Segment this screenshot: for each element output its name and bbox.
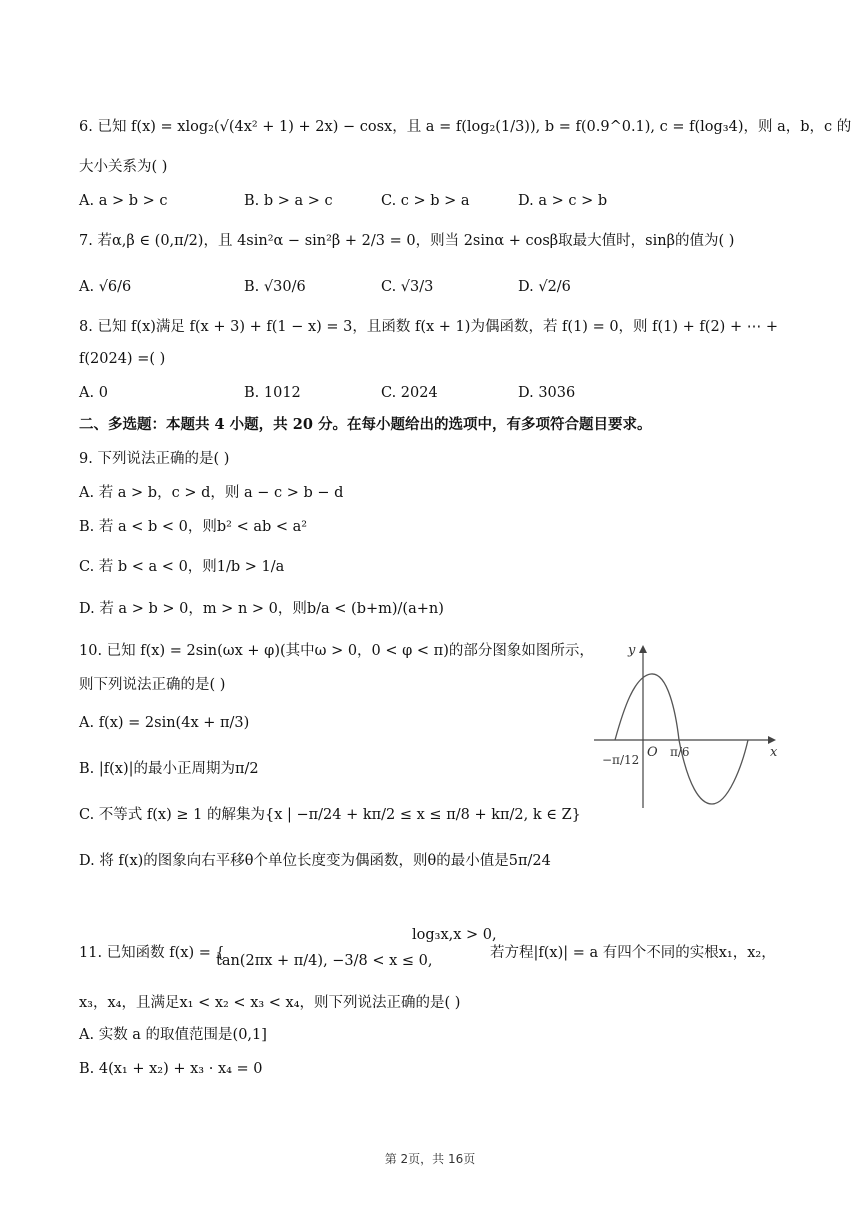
q8-option-a: A. 0 <box>79 385 108 401</box>
origin-label: O <box>647 745 658 760</box>
q8-option-b: B. 1012 <box>244 385 301 401</box>
q11-piece-tan: tan(2πx + π/4), −3/8 < x ≤ 0, <box>216 953 433 969</box>
q7-option-b: B. √30/6 <box>244 279 306 295</box>
q7-stem: 7. 若α,β ∈ (0,π/2)，且 4sin²α − sin²β + 2/3 = 0，则当 2sinα + cosβ取最大值时，sinβ的值为( ) <box>79 233 735 249</box>
q9-option-b: B. 若 a < b < 0，则b² < ab < a² <box>79 519 308 535</box>
q11-option-b: B. 4(x₁ + x₂) + x₃ · x₄ = 0 <box>79 1061 263 1077</box>
q9-option-a: A. 若 a > b，c > d，则 a − c > b − d <box>79 485 344 501</box>
q10-stem-line1: 10. 已知 f(x) = 2sin(ωx + φ)(其中ω > 0，0 < φ < π)的部分图象如图所示， <box>79 643 594 659</box>
q10-stem-line2: 则下列说法正确的是( ) <box>79 677 226 693</box>
q9-stem: 9. 下列说法正确的是( ) <box>79 451 230 467</box>
q9-option-d: D. 若 a > b > 0，m > n > 0，则b/a < (b+m)/(a+n) <box>79 601 444 617</box>
y-axis-arrow <box>639 645 647 653</box>
y-axis-label: y <box>628 643 636 658</box>
q9-option-c: C. 若 b < a < 0，则1/b > 1/a <box>79 559 285 575</box>
q6-stem-line1: 6. 已知 f(x) = xlog₂(√(4x² + 1) + 2x) − cosx，且 a = f(log₂(1/3)), b = f(0.9^0.1), c = f(log₃4)，则 a，b，c 的 <box>79 119 852 135</box>
q11-piece-log: log₃x,x > 0, <box>412 927 497 943</box>
q7-option-d: D. √2/6 <box>518 279 571 295</box>
q10-option-c: C. 不等式 f(x) ≥ 1 的解集为{x | −π/24 + kπ/2 ≤ x ≤ π/8 + kπ/2, k ∈ Z} <box>79 807 581 823</box>
q11-stem-line2: x₃，x₄，且满足x₁ < x₂ < x₃ < x₄，则下列说法正确的是( ) <box>79 995 461 1011</box>
sine-graph <box>590 636 785 816</box>
sine-curve <box>615 674 748 804</box>
page-footer: 第 2页，共 16页 <box>384 1152 476 1166</box>
q10-option-a: A. f(x) = 2sin(4x + π/3) <box>79 715 250 731</box>
x-axis-label: x <box>770 745 778 760</box>
q8-stem-line1: 8. 已知 f(x)满足 f(x + 3) + f(1 − x) = 3，且函数 f(x + 1)为偶函数，若 f(1) = 0，则 f(1) + f(2) + ⋯ + <box>79 319 778 335</box>
q7-option-a: A. √6/6 <box>79 279 132 295</box>
x-axis-arrow <box>768 736 776 744</box>
q6-option-b: B. b > a > c <box>244 193 333 209</box>
q7-option-c: C. √3/3 <box>381 279 434 295</box>
q6-option-a: A. a > b > c <box>79 193 168 209</box>
q8-option-c: C. 2024 <box>381 385 438 401</box>
q8-option-d: D. 3036 <box>518 385 576 401</box>
q11-option-a: A. 实数 a 的取值范围是(0,1] <box>79 1027 267 1043</box>
q10-option-b: B. |f(x)|的最小正周期为π/2 <box>79 761 259 777</box>
q6-option-d: D. a > c > b <box>518 193 608 209</box>
q11-stem-suffix: 若方程|f(x)| = a 有四个不同的实根x₁，x₂， <box>490 945 776 961</box>
tick-label-neg-pi-12: −π/12 <box>602 753 640 767</box>
q8-stem-line2: f(2024) =( ) <box>79 351 166 367</box>
q11-stem-prefix: 11. 已知函数 f(x) = { <box>79 945 225 961</box>
tick-label-pi-6: π/6 <box>670 745 690 759</box>
q10-option-d: D. 将 f(x)的图象向右平移θ个单位长度变为偶函数，则θ的最小值是5π/24 <box>79 853 551 869</box>
q6-option-c: C. c > b > a <box>381 193 470 209</box>
section-heading-multiple-choice: 二、多选题：本题共 4 小题，共 20 分。在每小题给出的选项中，有多项符合题目要求。 <box>79 416 652 433</box>
q6-stem-line2: 大小关系为( ) <box>79 159 168 175</box>
